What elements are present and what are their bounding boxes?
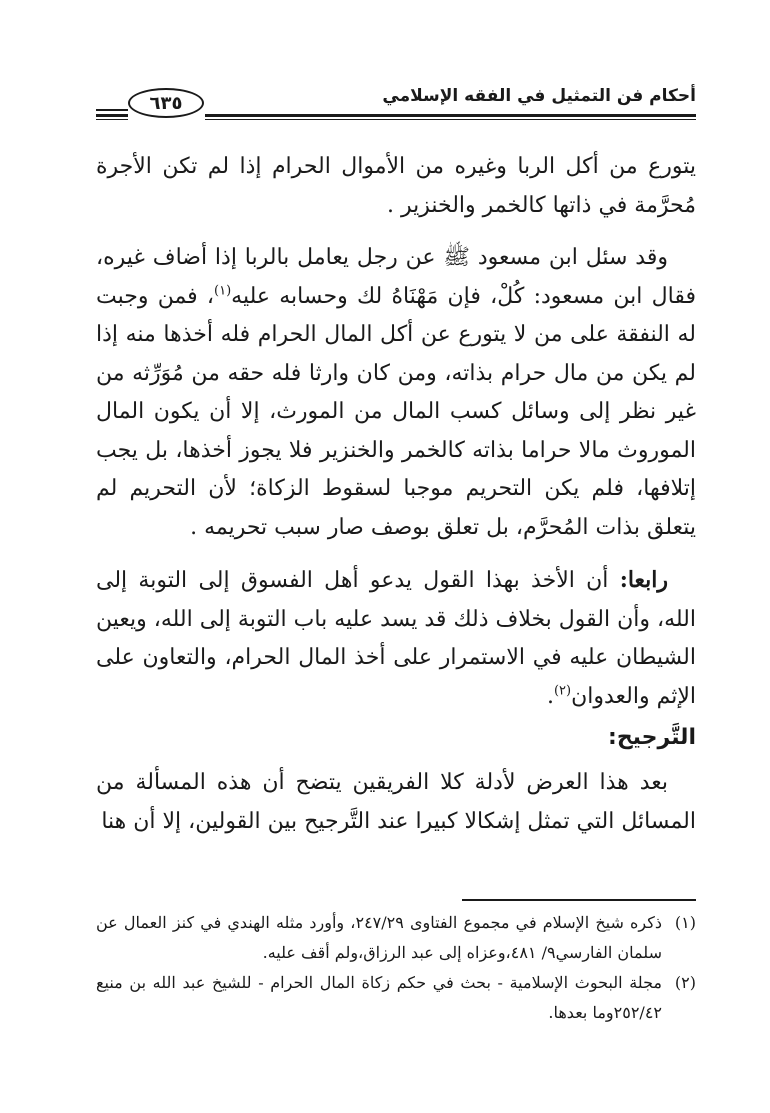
main-text bbox=[96, 148, 696, 841]
paragraph-end: . bbox=[546, 683, 554, 709]
footnote-number: (١) bbox=[674, 913, 696, 932]
paragraph-text: وقد سئل ابن مسعود ﷺ عن رجل يعامل بالربا إذا أضاف غيره، فقال ابن مسعود: كُلْ، فإن مَهْنَاهُ لك وحسابه عليه bbox=[96, 245, 696, 309]
paragraph bbox=[96, 561, 696, 716]
paragraph bbox=[96, 764, 696, 841]
footnote bbox=[96, 908, 696, 968]
footnote-reference[interactable]: (٢) bbox=[553, 683, 572, 699]
paragraph-text: ، فمن وجبت له النفقة على من لا يتورع عن أكل المال الحرام فله أخذها منه إذا لم يكن من مال حرام بذاته، ومن كان وارثا فله حقه من مُوَرِّثه من غير نظر إلى وسائل كسب المال من المورث، إلا أن يكون المال الموروث مالا حراما بذاته كالخمر والخنزير فلا يجوز أخذها، بل يجب إتلافها، فلم يكن التحريم موجبا لسقوط الزكاة؛ لأن التحريم لم يتعلق بذات المُحرَّم، بل تعلق بوصف صار سبب تحريمه . bbox=[96, 283, 696, 540]
paragraph-lead: رابعا: bbox=[619, 567, 668, 593]
page-number: ٦٣٥ bbox=[149, 92, 183, 114]
footnote-number: (٢) bbox=[674, 973, 696, 992]
footnote-reference[interactable]: (١) bbox=[214, 283, 232, 299]
paragraph bbox=[96, 239, 696, 547]
header-dash bbox=[96, 114, 128, 117]
footnote-text: ذكره شيخ الإسلام في مجموع الفتاوى ٢٤٧/٢٩، وأورد مثله الهندي في كنز العمال عن سلمان الفارسي٩/ ٤٨١،وعزاه إلى عبد الرزاق،ولم أقف عليه. bbox=[96, 913, 662, 962]
paragraph: يتورع من أكل الربا وغيره من الأموال الحرام إذا لم تكن الأجرة مُحرَّمة في ذاتها كالخمر والخنزير . bbox=[96, 154, 696, 218]
header-dash bbox=[96, 109, 128, 111]
paragraph-text: أن الأخذ بهذا القول يدعو أهل الفسوق إلى التوبة إلى الله، وأن القول بخلاف ذلك قد يسد عليه باب التوبة إلى الله، ويعين الشيطان عليه في الاستمرار على أخذ المال الحرام، والتعاون على الإثم والعدوان bbox=[96, 568, 696, 709]
footnote-separator bbox=[462, 899, 696, 901]
section-heading: التَّرجيح: bbox=[608, 725, 696, 750]
page-number-frame bbox=[128, 88, 204, 118]
header-rule-thin bbox=[205, 119, 696, 120]
running-title: أحكام فن التمثيل في الفقه الإسلامي bbox=[382, 86, 696, 106]
footnotes bbox=[96, 908, 696, 1028]
footnote bbox=[96, 968, 696, 1028]
paragraph-text: بعد هذا العرض لأدلة كلا الفريقين يتضح أن هذه المسألة من المسائل التي تمثل إشكالا كبيرا عند التَّرجيح بين القولين، إلا أن هنا bbox=[96, 770, 696, 834]
footnote-text: مجلة البحوث الإسلامية - بحث في حكم زكاة المال الحرام - للشيخ عبد الله بن منيع ٢٥٢/٤٢وما بعدها. bbox=[96, 973, 662, 1022]
header-rule-thick bbox=[205, 114, 696, 117]
header-dash bbox=[96, 119, 128, 120]
